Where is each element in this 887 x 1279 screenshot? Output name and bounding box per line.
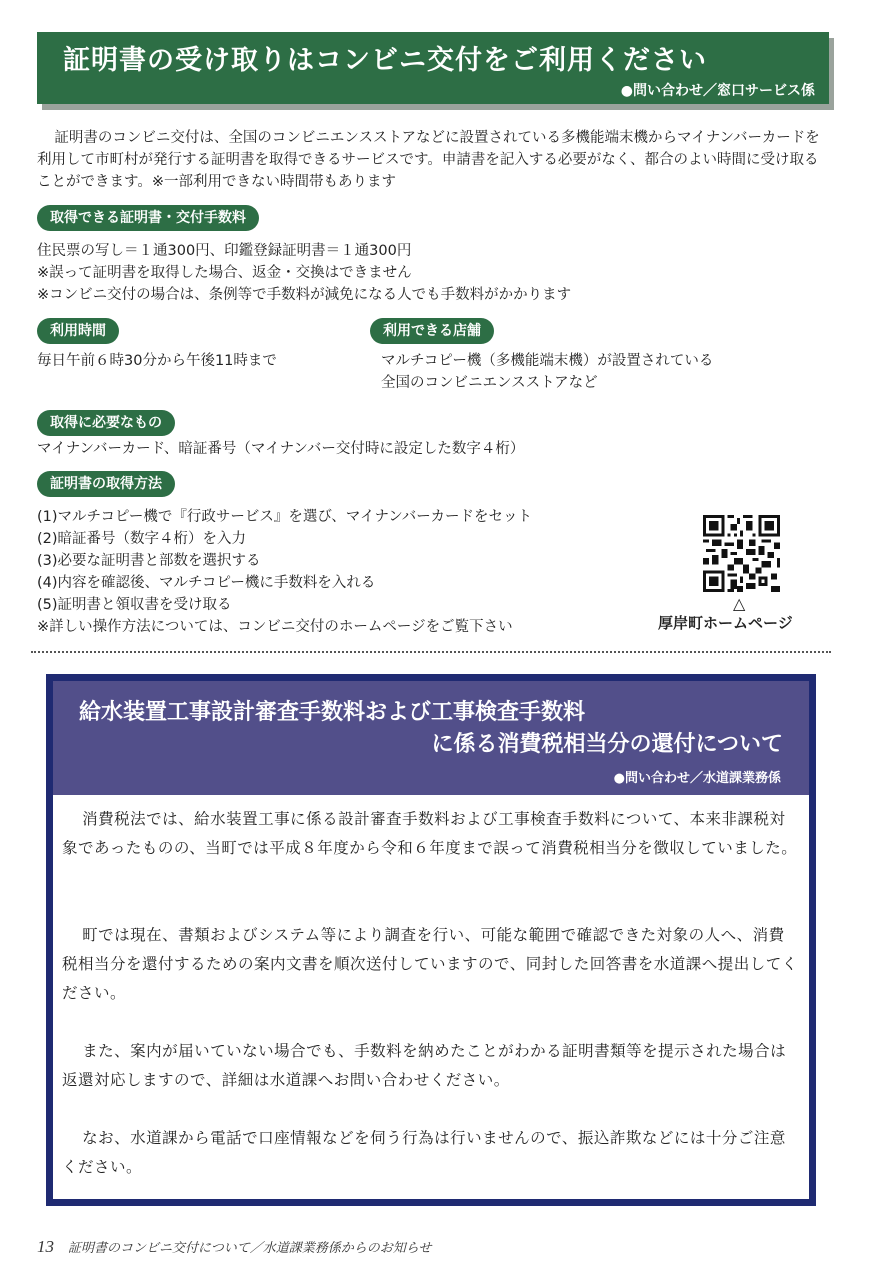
method-step: (2)暗証番号（数字４桁）を入力 xyxy=(37,531,247,547)
method-step: (1)マルチコピー機で『行政サービス』を選び、マイナンバーカードをセット xyxy=(37,509,532,525)
method-steps xyxy=(37,506,532,638)
requirements-text: マイナンバーカード、暗証番号（マイナンバー交付時に設定した数字４桁） xyxy=(37,441,525,457)
section2-title-line2: に係る消費税相当分の還付について xyxy=(431,732,783,757)
fees-line: ※コンビニ交付の場合は、条例等で手数料が減免になる人でも手数料がかかります xyxy=(37,287,572,303)
section2-paragraph: なお、水道課から電話で口座情報などを伺う行為は行いませんので、振込詐欺などには十分ご注意ください。 xyxy=(62,1129,786,1176)
method-step: (5)証明書と領収書を受け取る xyxy=(37,597,232,613)
section2-paragraph: 町では現在、書類およびシステム等により調査を行い、可能な範囲で確認できた対象の人へ、消費税相当分を還付するための案内文書を順次送付していますので、同封した回答書を水道課へ提出してください。 xyxy=(62,926,798,1002)
method-note: ※詳しい操作方法については、コンビニ交付のホームページをご覧下さい xyxy=(37,619,513,635)
fees-text xyxy=(37,240,571,306)
qr-code[interactable] xyxy=(703,515,780,592)
section-divider xyxy=(31,651,831,653)
section2-paragraph: 消費税法では、給水装置工事に係る設計審査手数料および工事検査手数料について、本来非課税対象であったものの、当町では平成８年度から令和６年度まで誤って消費税相当分を徴収していました。 xyxy=(62,810,798,857)
fees-heading: 取得できる証明書・交付手数料 xyxy=(37,205,259,231)
qr-arrow: △ xyxy=(733,594,746,613)
section2-body xyxy=(53,795,809,1199)
method-step: (4)内容を確認後、マルチコピー機に手数料を入れる xyxy=(37,575,376,591)
section1-intro: 証明書のコンビニ交付は、全国のコンビニエンスストアなどに設置されている多機能端末機からマイナンバーカードを利用して市町村が発行する証明書を取得できるサービスです。申請書を記入する必要がなく、都合のよい時間に受け取ることができます。※一部利用できない時間帯もあります xyxy=(37,130,820,190)
method-heading: 証明書の取得方法 xyxy=(37,471,175,497)
stores-text xyxy=(381,350,713,394)
section2-contact: ●問い合わせ／水道課業務係 xyxy=(613,771,781,786)
fees-line: 住民票の写し＝１通300円、印鑑登録証明書＝１通300円 xyxy=(37,243,412,259)
hours-text: 毎日午前６時30分から午後11時まで xyxy=(37,353,277,369)
section1-contact: ●問い合わせ／窓口サービス係 xyxy=(620,83,815,99)
fees-line: ※誤って証明書を取得した場合、返金・交換はできません xyxy=(37,265,412,281)
hours-heading: 利用時間 xyxy=(37,318,119,344)
stores-line: 全国のコンビニエンスストアなど xyxy=(381,375,598,391)
footer-text: 証明書のコンビニ交付について／水道課業務係からのお知らせ xyxy=(68,1241,432,1256)
requirements-heading: 取得に必要なもの xyxy=(37,410,175,436)
section2-header xyxy=(53,681,809,795)
section2-paragraph: また、案内が届いていない場合でも、手数料を納めたことがわかる証明書類等を提示された場合は返還対応しますので、詳細は水道課へお問い合わせください。 xyxy=(62,1042,787,1089)
stores-line: マルチコピー機（多機能端末機）が設置されている xyxy=(381,353,714,369)
method-step: (3)必要な証明書と部数を選択する xyxy=(37,553,261,569)
page-number: 13 xyxy=(37,1237,54,1256)
section1-title: 証明書の受け取りはコンビニ交付をご利用ください xyxy=(63,45,707,76)
section1-header xyxy=(37,32,829,104)
stores-heading: 利用できる店舗 xyxy=(370,318,494,344)
qr-label: 厚岸町ホームページ xyxy=(658,614,793,632)
section2-title-line1: 給水装置工事設計審査手数料および工事検査手数料 xyxy=(79,700,586,725)
page-footer xyxy=(37,1237,431,1257)
